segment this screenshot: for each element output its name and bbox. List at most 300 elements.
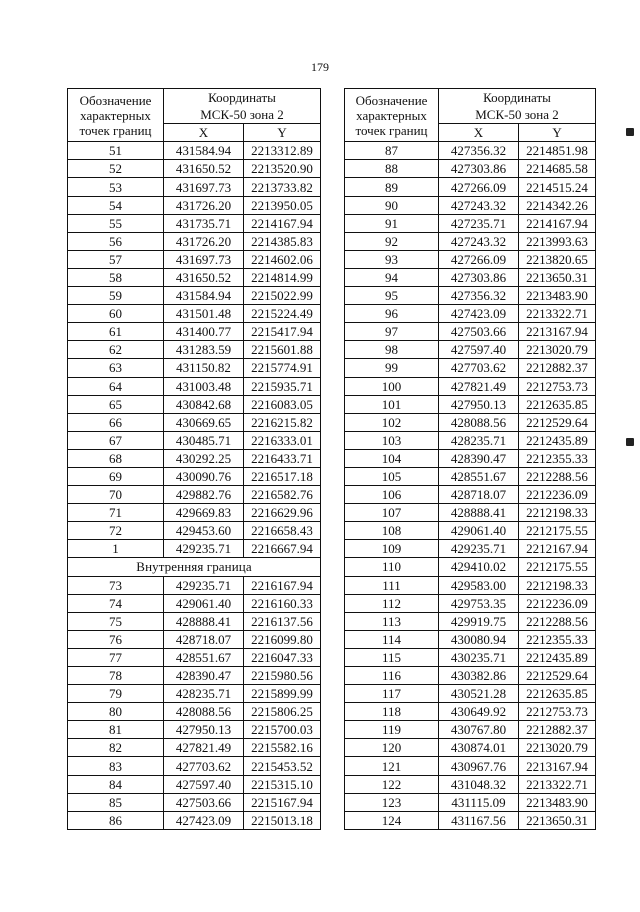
table-row: [68, 431, 321, 449]
x-coordinate-cell: 431735.71: [164, 214, 244, 232]
y-coordinate-cell: 2213820.65: [519, 250, 596, 268]
x-coordinate-cell: 430080.94: [439, 630, 519, 648]
table-row: [345, 630, 596, 648]
y-coordinate-cell: 2213483.90: [519, 287, 596, 305]
point-id-cell: 68: [68, 449, 164, 467]
x-coordinate-cell: 428551.67: [164, 648, 244, 666]
x-coordinate-cell: 431726.20: [164, 232, 244, 250]
table-row: [68, 486, 321, 504]
y-coordinate-cell: 2215167.94: [244, 793, 321, 811]
y-coordinate-cell: 2214814.99: [244, 268, 321, 286]
point-id-cell: 71: [68, 504, 164, 522]
x-coordinate-cell: 428390.47: [164, 667, 244, 685]
table-row: [68, 395, 321, 413]
x-coordinate-cell: 430292.25: [164, 449, 244, 467]
y-coordinate-cell: 2212236.09: [519, 594, 596, 612]
point-id-cell: 81: [68, 721, 164, 739]
x-coordinate-cell: 427703.62: [164, 757, 244, 775]
point-id-cell: 59: [68, 287, 164, 305]
table-row: [345, 395, 596, 413]
page-number: 179: [311, 60, 329, 74]
y-coordinate-cell: 2213993.63: [519, 232, 596, 250]
header-coordinates-line2: МСК-50 зона 2: [200, 107, 284, 123]
x-coordinate-cell: 427266.09: [439, 178, 519, 196]
y-coordinate-cell: 2216083.05: [244, 395, 321, 413]
table-row: [345, 793, 596, 811]
table-row: [345, 449, 596, 467]
header-coordinates: [164, 89, 321, 107]
x-coordinate-cell: 427821.49: [439, 377, 519, 395]
point-id-cell: 55: [68, 214, 164, 232]
table-row: [68, 142, 321, 160]
y-coordinate-cell: 2212175.55: [519, 522, 596, 540]
header-y: Y: [519, 124, 596, 142]
x-coordinate-cell: 431115.09: [439, 793, 519, 811]
point-id-cell: 56: [68, 232, 164, 250]
y-coordinate-cell: 2214342.26: [519, 196, 596, 214]
point-id-cell: 51: [68, 142, 164, 160]
x-coordinate-cell: 427503.66: [439, 323, 519, 341]
y-coordinate-cell: 2216582.76: [244, 486, 321, 504]
point-id-cell: 54: [68, 196, 164, 214]
y-coordinate-cell: 2212529.64: [519, 667, 596, 685]
point-id-cell: 57: [68, 250, 164, 268]
table-row: [345, 250, 596, 268]
y-coordinate-cell: 2212753.73: [519, 377, 596, 395]
table-row: [68, 775, 321, 793]
y-coordinate-cell: 2216167.94: [244, 576, 321, 594]
table-row: [68, 359, 321, 377]
header-point-id-line2: характерных: [80, 107, 151, 123]
header-point-id: [68, 89, 164, 142]
table-row: [68, 232, 321, 250]
x-coordinate-cell: 431650.52: [164, 268, 244, 286]
point-id-cell: 114: [345, 630, 439, 648]
x-coordinate-cell: 430649.92: [439, 703, 519, 721]
header-coordinates-line2: МСК-50 зона 2: [475, 107, 559, 123]
y-coordinate-cell: 2215417.94: [244, 323, 321, 341]
x-coordinate-cell: 428088.56: [439, 413, 519, 431]
point-id-cell: 61: [68, 323, 164, 341]
point-id-cell: 103: [345, 431, 439, 449]
table-row: [68, 703, 321, 721]
point-id-cell: 90: [345, 196, 439, 214]
table-row: [68, 413, 321, 431]
x-coordinate-cell: 428088.56: [164, 703, 244, 721]
table-row: [68, 757, 321, 775]
point-id-cell: 116: [345, 667, 439, 685]
table-row: [345, 594, 596, 612]
point-id-cell: 118: [345, 703, 439, 721]
y-coordinate-cell: 2215453.52: [244, 757, 321, 775]
section-row: [68, 558, 321, 576]
x-coordinate-cell: 427235.71: [439, 214, 519, 232]
table-row: [345, 811, 596, 829]
x-coordinate-cell: 428551.67: [439, 467, 519, 485]
table-row: [68, 449, 321, 467]
x-coordinate-cell: 430090.76: [164, 467, 244, 485]
point-id-cell: 115: [345, 648, 439, 666]
x-coordinate-cell: 430669.65: [164, 413, 244, 431]
header-point-id: [345, 89, 439, 142]
coordinates-table-right: [344, 88, 596, 830]
y-coordinate-cell: 2214851.98: [519, 142, 596, 160]
y-coordinate-cell: 2213520.90: [244, 160, 321, 178]
point-id-cell: 58: [68, 268, 164, 286]
table-row: [345, 504, 596, 522]
table-row: [68, 250, 321, 268]
y-coordinate-cell: 2215700.03: [244, 721, 321, 739]
point-id-cell: 73: [68, 576, 164, 594]
y-coordinate-cell: 2215806.25: [244, 703, 321, 721]
x-coordinate-cell: 429669.83: [164, 504, 244, 522]
header-coordinates: [439, 89, 596, 107]
y-coordinate-cell: 2215013.18: [244, 811, 321, 829]
x-coordinate-cell: 430382.86: [439, 667, 519, 685]
x-coordinate-cell: 427503.66: [164, 793, 244, 811]
y-coordinate-cell: 2215315.10: [244, 775, 321, 793]
y-coordinate-cell: 2212882.37: [519, 721, 596, 739]
y-coordinate-cell: 2215224.49: [244, 305, 321, 323]
table-row: [345, 540, 596, 558]
x-coordinate-cell: 431697.73: [164, 250, 244, 268]
y-coordinate-cell: 2213322.71: [519, 775, 596, 793]
y-coordinate-cell: 2212435.89: [519, 431, 596, 449]
y-coordinate-cell: 2212167.94: [519, 540, 596, 558]
point-id-cell: 78: [68, 667, 164, 685]
y-coordinate-cell: 2212355.33: [519, 449, 596, 467]
y-coordinate-cell: 2212175.55: [519, 558, 596, 576]
table-row: [345, 703, 596, 721]
table-row: [68, 630, 321, 648]
point-id-cell: 74: [68, 594, 164, 612]
scan-edge-mark: [626, 128, 634, 136]
y-coordinate-cell: 2212288.56: [519, 612, 596, 630]
table-row: [345, 576, 596, 594]
table-row: [345, 522, 596, 540]
x-coordinate-cell: 429453.60: [164, 522, 244, 540]
point-id-cell: 83: [68, 757, 164, 775]
x-coordinate-cell: 430485.71: [164, 431, 244, 449]
point-id-cell: 110: [345, 558, 439, 576]
table-row: [345, 739, 596, 757]
x-coordinate-cell: 427303.86: [439, 268, 519, 286]
table-row: [68, 721, 321, 739]
point-id-cell: 102: [345, 413, 439, 431]
table-row: [345, 196, 596, 214]
x-coordinate-cell: 427597.40: [164, 775, 244, 793]
table-row: [68, 323, 321, 341]
table-row: [345, 305, 596, 323]
header-point-id-line1: Обозначение: [79, 92, 152, 108]
table-row: [68, 178, 321, 196]
table-row: [345, 775, 596, 793]
x-coordinate-cell: 431048.32: [439, 775, 519, 793]
point-id-cell: 108: [345, 522, 439, 540]
x-coordinate-cell: 431150.82: [164, 359, 244, 377]
x-coordinate-cell: 428235.71: [164, 685, 244, 703]
x-coordinate-cell: 428888.41: [439, 504, 519, 522]
table-row: [345, 287, 596, 305]
table-row: [68, 268, 321, 286]
x-coordinate-cell: 427266.09: [439, 250, 519, 268]
point-id-cell: 67: [68, 431, 164, 449]
point-id-cell: 117: [345, 685, 439, 703]
point-id-cell: 75: [68, 612, 164, 630]
table-row: [345, 413, 596, 431]
table-row: [345, 648, 596, 666]
x-coordinate-cell: 428888.41: [164, 612, 244, 630]
table-row: [68, 305, 321, 323]
table-row: [345, 142, 596, 160]
point-id-cell: 80: [68, 703, 164, 721]
y-coordinate-cell: 2212288.56: [519, 467, 596, 485]
y-coordinate-cell: 2216137.56: [244, 612, 321, 630]
table-row: [345, 232, 596, 250]
table-row: [68, 214, 321, 232]
y-coordinate-cell: 2216047.33: [244, 648, 321, 666]
y-coordinate-cell: 2216333.01: [244, 431, 321, 449]
y-coordinate-cell: 2213167.94: [519, 323, 596, 341]
x-coordinate-cell: 430967.76: [439, 757, 519, 775]
x-coordinate-cell: 429061.40: [164, 594, 244, 612]
point-id-cell: 65: [68, 395, 164, 413]
header-coordinate-system: [164, 106, 321, 124]
point-id-cell: 60: [68, 305, 164, 323]
point-id-cell: 62: [68, 341, 164, 359]
scan-edge-mark: [626, 438, 634, 446]
point-id-cell: 98: [345, 341, 439, 359]
x-coordinate-cell: 428718.07: [164, 630, 244, 648]
point-id-cell: 100: [345, 377, 439, 395]
table-row: [68, 739, 321, 757]
x-coordinate-cell: 431584.94: [164, 287, 244, 305]
y-coordinate-cell: 2212355.33: [519, 630, 596, 648]
point-id-cell: 63: [68, 359, 164, 377]
point-id-cell: 77: [68, 648, 164, 666]
x-coordinate-cell: 427243.32: [439, 232, 519, 250]
point-id-cell: 106: [345, 486, 439, 504]
x-coordinate-cell: 428235.71: [439, 431, 519, 449]
point-id-cell: 94: [345, 268, 439, 286]
point-id-cell: 97: [345, 323, 439, 341]
y-coordinate-cell: 2213733.82: [244, 178, 321, 196]
point-id-cell: 120: [345, 739, 439, 757]
x-coordinate-cell: 429919.75: [439, 612, 519, 630]
table-row: [68, 811, 321, 829]
table-row: [68, 196, 321, 214]
table-row: [68, 685, 321, 703]
header-point-id-line1: Обозначение: [355, 92, 428, 108]
y-coordinate-cell: 2212435.89: [519, 648, 596, 666]
table-row: [345, 160, 596, 178]
x-coordinate-cell: 427243.32: [439, 196, 519, 214]
point-id-cell: 123: [345, 793, 439, 811]
table-row: [345, 721, 596, 739]
y-coordinate-cell: 2216433.71: [244, 449, 321, 467]
point-id-cell: 76: [68, 630, 164, 648]
x-coordinate-cell: 430767.80: [439, 721, 519, 739]
table-row: [68, 504, 321, 522]
point-id-cell: 104: [345, 449, 439, 467]
y-coordinate-cell: 2213322.71: [519, 305, 596, 323]
x-coordinate-cell: 427950.13: [439, 395, 519, 413]
table-row: [345, 214, 596, 232]
x-coordinate-cell: 429753.35: [439, 594, 519, 612]
y-coordinate-cell: 2212635.85: [519, 685, 596, 703]
table-row: [345, 323, 596, 341]
x-coordinate-cell: 427356.32: [439, 142, 519, 160]
point-id-cell: 101: [345, 395, 439, 413]
table-row: [345, 377, 596, 395]
point-id-cell: 107: [345, 504, 439, 522]
point-id-cell: 119: [345, 721, 439, 739]
y-coordinate-cell: 2213650.31: [519, 811, 596, 829]
x-coordinate-cell: 430842.68: [164, 395, 244, 413]
point-id-cell: 72: [68, 522, 164, 540]
table-row: [68, 522, 321, 540]
x-coordinate-cell: 431726.20: [164, 196, 244, 214]
table-row: [68, 793, 321, 811]
y-coordinate-cell: 2212236.09: [519, 486, 596, 504]
x-coordinate-cell: 427950.13: [164, 721, 244, 739]
y-coordinate-cell: 2216099.80: [244, 630, 321, 648]
y-coordinate-cell: 2214167.94: [244, 214, 321, 232]
point-id-cell: 85: [68, 793, 164, 811]
x-coordinate-cell: 427821.49: [164, 739, 244, 757]
header-x: X: [164, 124, 244, 142]
header-point-id-line3: точек границ: [79, 122, 152, 138]
x-coordinate-cell: 431400.77: [164, 323, 244, 341]
section-label: Внутренняя граница: [68, 558, 321, 576]
y-coordinate-cell: 2212635.85: [519, 395, 596, 413]
point-id-cell: 52: [68, 160, 164, 178]
point-id-cell: 91: [345, 214, 439, 232]
point-id-cell: 99: [345, 359, 439, 377]
y-coordinate-cell: 2212198.33: [519, 576, 596, 594]
y-coordinate-cell: 2214167.94: [519, 214, 596, 232]
table-row: [345, 178, 596, 196]
header-point-id-line3: точек границ: [355, 122, 428, 138]
table-row: [68, 594, 321, 612]
table-row: [68, 341, 321, 359]
y-coordinate-cell: 2215601.88: [244, 341, 321, 359]
y-coordinate-cell: 2213650.31: [519, 268, 596, 286]
table-row: [345, 667, 596, 685]
point-id-cell: 95: [345, 287, 439, 305]
point-id-cell: 84: [68, 775, 164, 793]
x-coordinate-cell: 429235.71: [164, 576, 244, 594]
table-row: [345, 558, 596, 576]
x-coordinate-cell: 429583.00: [439, 576, 519, 594]
table-row: [345, 685, 596, 703]
header-coordinate-system: [439, 106, 596, 124]
point-id-cell: 93: [345, 250, 439, 268]
x-coordinate-cell: 428718.07: [439, 486, 519, 504]
point-id-cell: 88: [345, 160, 439, 178]
point-id-cell: 105: [345, 467, 439, 485]
y-coordinate-cell: 2215774.91: [244, 359, 321, 377]
y-coordinate-cell: 2215582.16: [244, 739, 321, 757]
header-coordinates-line1: Координаты: [208, 90, 276, 106]
table-row: [345, 341, 596, 359]
y-coordinate-cell: 2213167.94: [519, 757, 596, 775]
table-row: [68, 540, 321, 558]
point-id-cell: 96: [345, 305, 439, 323]
y-coordinate-cell: 2215935.71: [244, 377, 321, 395]
x-coordinate-cell: 427356.32: [439, 287, 519, 305]
x-coordinate-cell: 427303.86: [439, 160, 519, 178]
point-id-cell: 69: [68, 467, 164, 485]
x-coordinate-cell: 428390.47: [439, 449, 519, 467]
point-id-cell: 64: [68, 377, 164, 395]
x-coordinate-cell: 430521.28: [439, 685, 519, 703]
y-coordinate-cell: 2214385.83: [244, 232, 321, 250]
point-id-cell: 86: [68, 811, 164, 829]
table-row: [345, 467, 596, 485]
point-id-cell: 1: [68, 540, 164, 558]
table-row: [68, 287, 321, 305]
y-coordinate-cell: 2213020.79: [519, 341, 596, 359]
table-row: [345, 612, 596, 630]
y-coordinate-cell: 2215980.56: [244, 667, 321, 685]
table-row: [68, 648, 321, 666]
x-coordinate-cell: 429235.71: [439, 540, 519, 558]
point-id-cell: 109: [345, 540, 439, 558]
point-id-cell: 70: [68, 486, 164, 504]
point-id-cell: 87: [345, 142, 439, 160]
table-row: [345, 757, 596, 775]
x-coordinate-cell: 431501.48: [164, 305, 244, 323]
x-coordinate-cell: 431584.94: [164, 142, 244, 160]
point-id-cell: 53: [68, 178, 164, 196]
table-row: [68, 160, 321, 178]
point-id-cell: 121: [345, 757, 439, 775]
y-coordinate-cell: 2215899.99: [244, 685, 321, 703]
y-coordinate-cell: 2213950.05: [244, 196, 321, 214]
table-row: [68, 377, 321, 395]
x-coordinate-cell: 427597.40: [439, 341, 519, 359]
point-id-cell: 92: [345, 232, 439, 250]
x-coordinate-cell: 431003.48: [164, 377, 244, 395]
x-coordinate-cell: 429061.40: [439, 522, 519, 540]
point-id-cell: 89: [345, 178, 439, 196]
y-coordinate-cell: 2216215.82: [244, 413, 321, 431]
point-id-cell: 79: [68, 685, 164, 703]
y-coordinate-cell: 2214515.24: [519, 178, 596, 196]
x-coordinate-cell: 430874.01: [439, 739, 519, 757]
header-y: Y: [244, 124, 321, 142]
x-coordinate-cell: 431697.73: [164, 178, 244, 196]
point-id-cell: 111: [345, 576, 439, 594]
point-id-cell: 113: [345, 612, 439, 630]
x-coordinate-cell: 431650.52: [164, 160, 244, 178]
table-row: [68, 467, 321, 485]
header-point-id-line2: характерных: [356, 107, 427, 123]
y-coordinate-cell: 2213483.90: [519, 793, 596, 811]
y-coordinate-cell: 2213312.89: [244, 142, 321, 160]
y-coordinate-cell: 2214685.58: [519, 160, 596, 178]
point-id-cell: 82: [68, 739, 164, 757]
x-coordinate-cell: 429882.76: [164, 486, 244, 504]
y-coordinate-cell: 2215022.99: [244, 287, 321, 305]
y-coordinate-cell: 2216160.33: [244, 594, 321, 612]
point-id-cell: 124: [345, 811, 439, 829]
x-coordinate-cell: 427703.62: [439, 359, 519, 377]
x-coordinate-cell: 429410.02: [439, 558, 519, 576]
x-coordinate-cell: 427423.09: [439, 305, 519, 323]
x-coordinate-cell: 430235.71: [439, 648, 519, 666]
